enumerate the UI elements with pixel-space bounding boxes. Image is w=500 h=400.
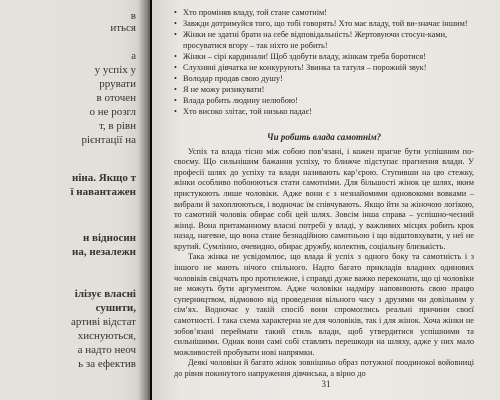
bullet-text: Я не можу ризикувати! [183, 85, 265, 95]
left-page-text-fragment: артиві відстат [70, 316, 136, 328]
bullet-icon: • [174, 8, 177, 17]
left-page-text-fragment: ї навантажен [70, 186, 136, 198]
page-number: 31 [321, 379, 331, 389]
bullet-item [174, 52, 474, 63]
section-heading: Чи робить влада самотнім? [266, 131, 382, 142]
bullet-item [174, 74, 474, 85]
left-page-text-fragment: рієнтації на [81, 134, 136, 146]
page-content [174, 8, 474, 380]
left-page-text-fragment: иться [110, 22, 136, 34]
bullet-text: Завжди дотримуйся того, що тобі говорять! Хто має владу, той ви-значає іншим! [183, 19, 468, 29]
bullet-text: Володар продав свою душу! [183, 74, 283, 84]
left-page-text-fragment: у успіх у [94, 64, 136, 76]
bullet-icon: • [174, 62, 177, 72]
paragraph: Деякі чоловіки й багато жінок зовнішньо образ потужної поодинокої войовниці до рівня покинутого напруження дівчиська, а вірно до [174, 358, 474, 378]
left-page-text-fragment: ілізує власні [74, 288, 136, 300]
bullet-item [174, 107, 474, 118]
bullet-icon: • [174, 51, 177, 61]
right-page [152, 0, 500, 400]
left-page-text-fragment: а надто неоч [77, 344, 136, 356]
bullet-text: Хто високо злітає, той низько падає! [183, 107, 312, 117]
bullet-item [174, 19, 474, 30]
bullet-text: Влада робить людину нелюбою! [183, 96, 298, 106]
left-page [0, 0, 150, 400]
left-page-text-fragment: на, незалежн [72, 246, 136, 258]
bullet-item [174, 63, 474, 74]
bullet-icon: • [174, 74, 177, 84]
paragraph: Така жінка не усвідомлює, що влада й успіх з одного боку та самотність і з іншого не мають нічого спільного. Надто багато прикладів владних одинових чоловіків свідчать про протилежне, і справді дуже важко переконати, що ці чоловіки не можуть бути аргументом. Адже чоловіки надміру наповнюють свою працю суперництвом, відмовою від проведення вільного часу з друзями чи довільним у сім’ях. Водночас у такій спосіб вони спромоглись реальні причини своєї самотності. І така схема характерна не для чоловіків, так і для жінок. Хоча жінки не зобов’язані переймати такий стиль влади, щоб утвердитися успішними та сильнішими. Однак вони самі собі ставлять перешкоди на шляху, адже у них мало можливостей пробувати нові напрямки. [174, 252, 474, 357]
bullet-icon: • [174, 96, 177, 106]
bullet-icon: • [174, 107, 177, 117]
left-page-text-fragment: сушити, [95, 302, 136, 314]
bullet-icon: • [174, 19, 177, 29]
bullet-text: Хто проміняв владу, той стане самотнім! [183, 8, 328, 17]
left-page-text-fragment: в оточен [96, 92, 136, 104]
bullet-icon: • [174, 30, 177, 40]
bullet-item [174, 8, 474, 19]
bullet-item [174, 96, 474, 107]
bullet-text: Слухняні дівчатка не конкурують! Звинка та татуля – порожній звук! [183, 62, 427, 72]
left-page-text-fragment: хиснуються, [77, 330, 136, 342]
bullet-text: Жінки не здатні брати на себе відповідальність! Жертовуючи стосун-ками, просуватися вгору – так ніхто не робить! [183, 30, 448, 50]
bullet-list [174, 8, 474, 118]
bullet-icon: • [174, 85, 177, 95]
left-page-text-fragment: ніна. Якщо т [72, 172, 136, 184]
left-page-text-fragment: ррувати [99, 78, 136, 90]
left-page-text-fragment: т, в рівн [98, 120, 136, 132]
left-page-text-fragment: в [130, 10, 136, 22]
left-page-text-fragment: о не розгл [89, 106, 136, 118]
left-page-text-fragment: ь за ефектив [78, 358, 136, 370]
left-page-text-fragment: н відносин [82, 232, 136, 244]
left-page-text-fragment: а [131, 50, 136, 62]
bullet-item [174, 85, 474, 96]
bullet-text: Жінки – сірі кардинали! Щоб здобути владу, жінкам треба боротися! [183, 51, 426, 61]
paragraph: Успіх та влада тісно між собою пов’язані, і кожен прагне бути успішним по-своєму. Що сильнішим бажання успіху, то ближче підступає прагнення влади. У професії шлях до успіху та влади називають кар’єрою. Ступивши на цю стежку, жінки особливо побоюються стати самотніми. Для більшості жінок це шлях, яким пристукоють лише чоловіки. Адже вони є з незнайомими одновокоми вовками – вибрали й захоплюються, і водночас їм співчувають. Якщо йти за жіночою логікою, то самотній чоловік обирає собі цей шлях. Зовсім інша справа – успішно-чесний жінці. Вона притаманному власні потребі у владі, у важливих місцях робить крок назад, нагевне, що вона стане безнадійною самотньою і що відштовхувати, у неї не крутий. Сумлінно, очевидно, обирає дружбу, колектив, соціальну близькість. [174, 146, 474, 251]
bullet-item [174, 30, 474, 51]
